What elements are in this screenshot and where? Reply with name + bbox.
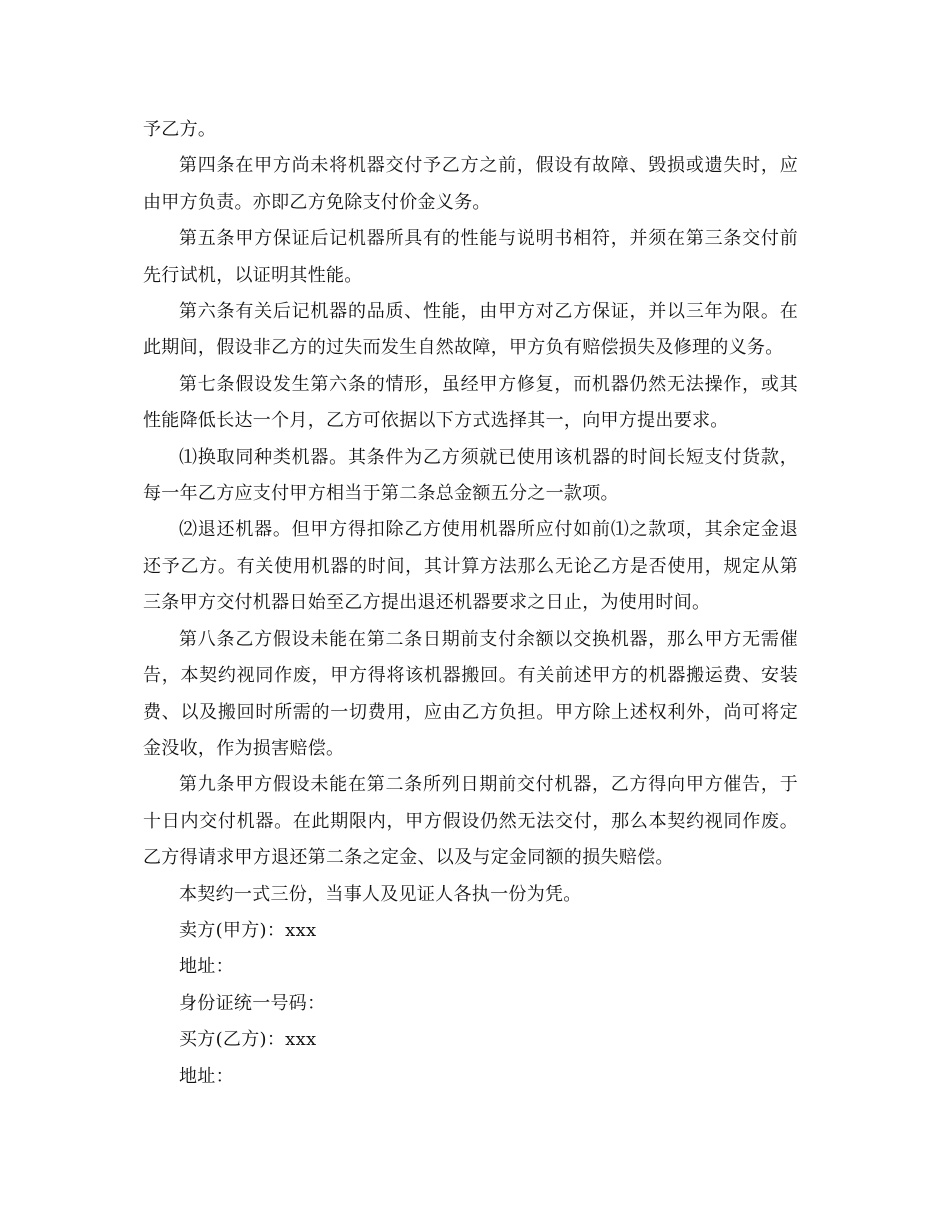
seller-address-line: 地址： xyxy=(179,956,234,978)
paragraph-item-2: ⑵退还机器。但甲方得扣除乙方使用机器所应付如前⑴之款项，其余定金退还予乙方。有关使用机器的时间，其计算方法那么无论乙方是否使用，规定从第三条甲方交付机器日始至乙方提出退还机器要求之日止，为使用时间。 xyxy=(143,519,798,614)
paragraph-item-1: ⑴换取同种类机器。其条件为乙方须就已使用该机器的时间长短支付货款，每一年乙方应支付甲方相当于第二条总金额五分之一款项。 xyxy=(143,446,798,505)
paragraph-article-8: 第八条乙方假设未能在第二条日期前支付余额以交换机器，那么甲方无需催告，本契约视同作废，甲方得将该机器搬回。有关前述甲方的机器搬运费、安装费、以及搬回时所需的一切费用，应由乙方负担。甲方除上述权利外，尚可将定金没收，作为损害赔偿。 xyxy=(143,628,798,759)
buyer-line: 买方(乙方)：xxx xyxy=(179,1029,317,1051)
paragraph-article-5: 第五条甲方保证后记机器所具有的性能与说明书相符，并须在第三条交付前先行试机，以证明其性能。 xyxy=(143,228,798,286)
paragraph-article-9: 第九条甲方假设未能在第二条所列日期前交付机器，乙方得向甲方催告，于十日内交付机器。在此期限内，甲方假设仍然无法交付，那么本契约视同作废。乙方得请求甲方退还第二条之定金、以及与定金同额的损失赔偿。 xyxy=(143,774,798,869)
paragraph-article-7: 第七条假设发生第六条的情形，虽经甲方修复，而机器仍然无法操作，或其性能降低长达一个月，乙方可依据以下方式选择其一，向甲方提出要求。 xyxy=(143,373,798,432)
paragraph-copies: 本契约一式三份，当事人及见证人各执一份为凭。 xyxy=(179,883,582,905)
seller-id-number-line: 身份证统一号码： xyxy=(179,992,326,1014)
seller-line: 卖方(甲方)：xxx xyxy=(179,919,317,941)
buyer-address-line: 地址： xyxy=(179,1065,234,1087)
paragraph-article-4: 第四条在甲方尚未将机器交付予乙方之前，假设有故障、毁损或遗失时，应由甲方负责。亦即乙方免除支付价金义务。 xyxy=(143,155,798,213)
paragraph-continuation: 予乙方。 xyxy=(143,119,217,140)
paragraph-article-6: 第六条有关后记机器的品质、性能，由甲方对乙方保证，并以三年为限。在此期间，假设非乙方的过失而发生自然故障，甲方负有赔偿损失及修理的义务。 xyxy=(143,301,798,359)
document-page xyxy=(143,112,798,1095)
